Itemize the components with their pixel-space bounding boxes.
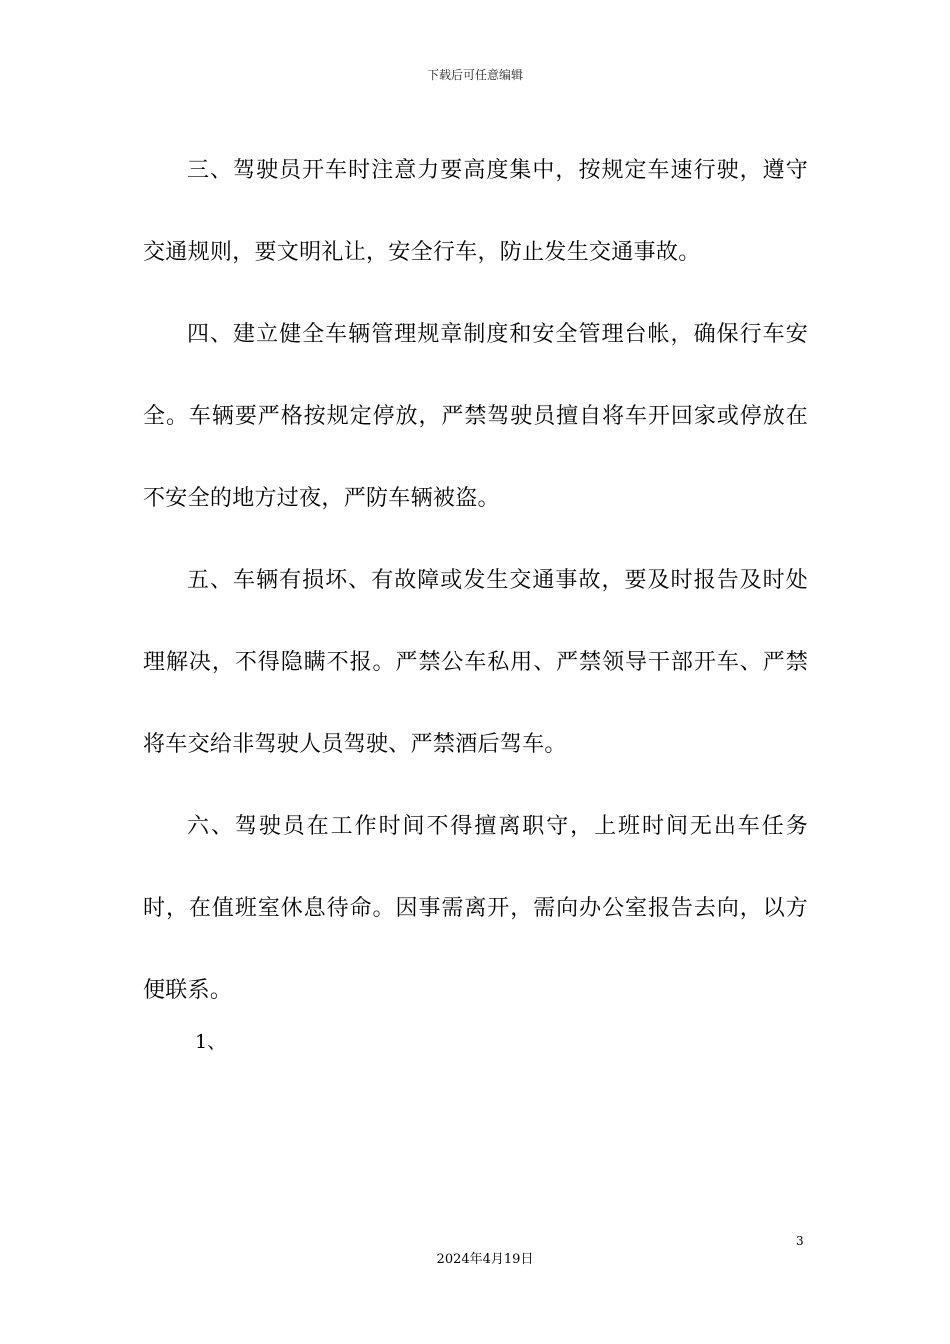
list-marker: 1、 [195,1031,227,1053]
document-body [143,130,808,1032]
footer-date: 2024年4月19日 [436,1252,534,1267]
paragraph-3: 三、驾驶员开车时注意力要高度集中，按规定车速行驶，遵守交通规则，要文明礼让，安全行车，防止发生交通事故。 [143,158,808,265]
paragraph-4: 四、建立健全车辆管理规章制度和安全管理台帐，确保行车安全。车辆要严格按规定停放，严禁驾驶员擅自将车开回家或停放在不安全的地方过夜，严防车辆被盗。 [143,322,808,511]
paragraph-5: 五、车辆有损坏、有故障或发生交通事故，要及时报告及时处理解决，不得隐瞒不报。严禁公车私用、严禁领导干部开车、严禁将车交给非驾驶人员驾驶、严禁酒后驾车。 [143,568,808,757]
paragraph-6: 六、驾驶员在工作时间不得擅离职守，上班时间无出车任务时，在值班室休息待命。因事需离开，需向办公室报告去向，以方便联系。 [143,814,808,1003]
header-note: 下载后可任意编辑 [426,68,523,82]
page-number: 3 [796,1234,804,1248]
